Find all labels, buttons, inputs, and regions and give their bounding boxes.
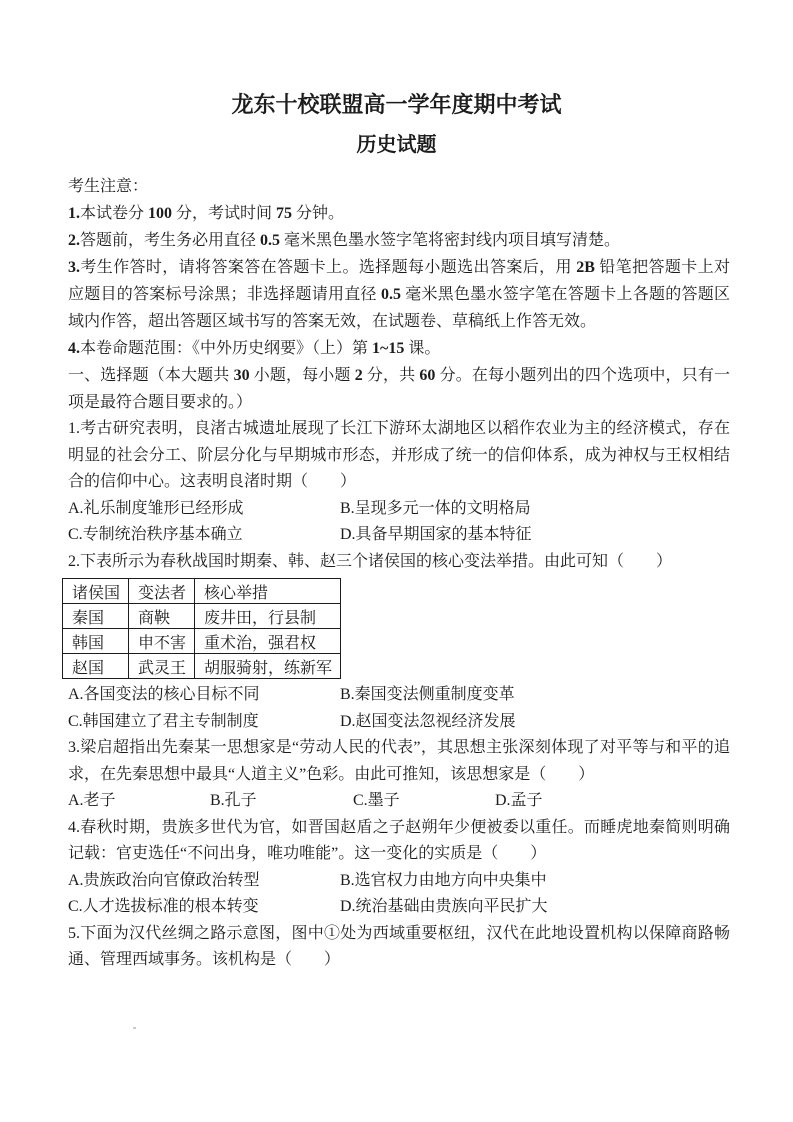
question-3-option-d: D.孟子 [495,792,543,809]
question-4-option-b: B.选官权力由地方向中央集中 [340,871,547,889]
question-2-option-d: D.赵国变法忽视经济发展 [340,712,516,730]
question-2-option-b: B.秦国变法侧重制度变革 [340,686,515,703]
question-3-option-c: C.墨子 [353,792,400,809]
exam-subtitle: 历史试题 [356,134,437,156]
table-cell: 韩国 [63,629,129,654]
notice-item-1: 1.本试卷分 100 分，考试时间 75 分钟。 [68,205,345,222]
exam-title: 龙东十校联盟高一学年度期中考试 [231,92,562,117]
question-1-stem: 1.考古研究表明，良渚古城遗址展现了长江下游环太湖地区以稻作农业为主的经济模式，存在明显的社会分工、阶层分化与早期城市形态，并形成了统一的信仰体系，成为神权与王权相结合的信仰中心。这表明良渚时期（ ） [68,420,730,490]
table-header-row [63,579,341,604]
question-4-option-c: C.人才选拔标准的根本转变 [68,898,259,915]
table-cell: 申不害 [129,629,195,654]
exam-body [68,173,730,974]
question-1-option-d: D.具备早期国家的基本特征 [340,526,532,543]
question-1-option-b: B.呈现多元一体的文明格局 [340,499,531,517]
table-header-cell: 诸侯国 [63,579,129,604]
table-row [63,604,341,629]
notice-heading: 考生注意： [68,178,149,195]
table-cell: 重术治，强君权 [195,629,341,654]
question-3-stem: 3.梁启超指出先秦某一思想家是“劳动人民的代表”，其思想主张深刻体现了对平等与和平的追求，在先秦思想中最具“人道主义”色彩。由此可推知，该思想家是（ ） [68,739,730,783]
table-header-cell: 核心举措 [195,579,341,604]
question-2-options [68,682,730,735]
exam-header [0,90,793,160]
stray-mark [133,1027,136,1029]
question-1-option-a: A.礼乐制度雏形已经形成 [68,499,244,517]
question-5-stem: 5.下面为汉代丝绸之路示意图，图中①处为西域重要枢纽，汉代在此地设置机构以保障商路畅通、管理西域事务。该机构是（ ） [68,924,730,968]
table-cell: 商鞅 [129,604,195,629]
notice-item-4: 4.本卷命题范围：《中外历史纲要》（上）第 1~15 课。 [68,340,441,357]
question-2-option-c: C.韩国建立了君主专制制度 [68,712,259,730]
question-1-options [68,496,730,549]
notice-item-2: 2.答题前，考生务必用直径 0.5 毫米黑色墨水签字笔将密封线内项目填写清楚。 [68,232,621,249]
question-1-option-c: C.专制统治秩序基本确立 [68,526,243,543]
question-4-option-a: A.贵族政治向官僚政治转型 [68,871,260,889]
table-cell: 武灵王 [129,654,195,679]
question-2-option-a: A.各国变法的核心目标不同 [68,686,260,703]
table-cell: 废井田，行县制 [195,604,341,629]
table-header-cell: 变法者 [129,579,195,604]
section-header: 一、选择题（本大题共 30 小题，每小题 2 分，共 60 分。在每小题列出的四个选项中，只有一项是最符合题目要求的。） [68,367,730,411]
table-cell: 秦国 [63,604,129,629]
question-4-options [68,868,730,921]
notice-item-3: 3.考生作答时，请将答案答在答题卡上。选择题每小题选出答案后，用 2B 铅笔把答题卡上对应题目的答案标号涂黑；非选择题请用直径 0.5 毫米黑色墨水签字笔在答题卡上各题的答题区域内作答，超出答题区域书写的答案无效，在试题卷、草稿纸上作答无效。 [68,259,730,330]
question-4-stem: 4.春秋时期，贵族多世代为官，如晋国赵盾之子赵朔年少便被委以重任。而睡虎地秦简则明确记载：官吏选任“不问出身，唯功唯能”。这一变化的实质是（ ） [68,818,730,862]
table-cell: 赵国 [63,654,129,679]
table-row [63,629,341,654]
table-row [63,654,341,679]
question-3-option-a: A.老子 [68,792,116,809]
reform-measures-table [62,578,341,679]
question-3-options [68,788,730,815]
question-4-option-d: D.统治基础由贵族向平民扩大 [340,898,548,915]
question-2-stem: 2.下表所示为春秋战国时期秦、韩、赵三个诸侯国的核心变法举措。由此可知（ ） [68,552,673,570]
question-3-option-b: B.孔子 [210,792,257,809]
table-cell: 胡服骑射，练新军 [195,654,341,679]
